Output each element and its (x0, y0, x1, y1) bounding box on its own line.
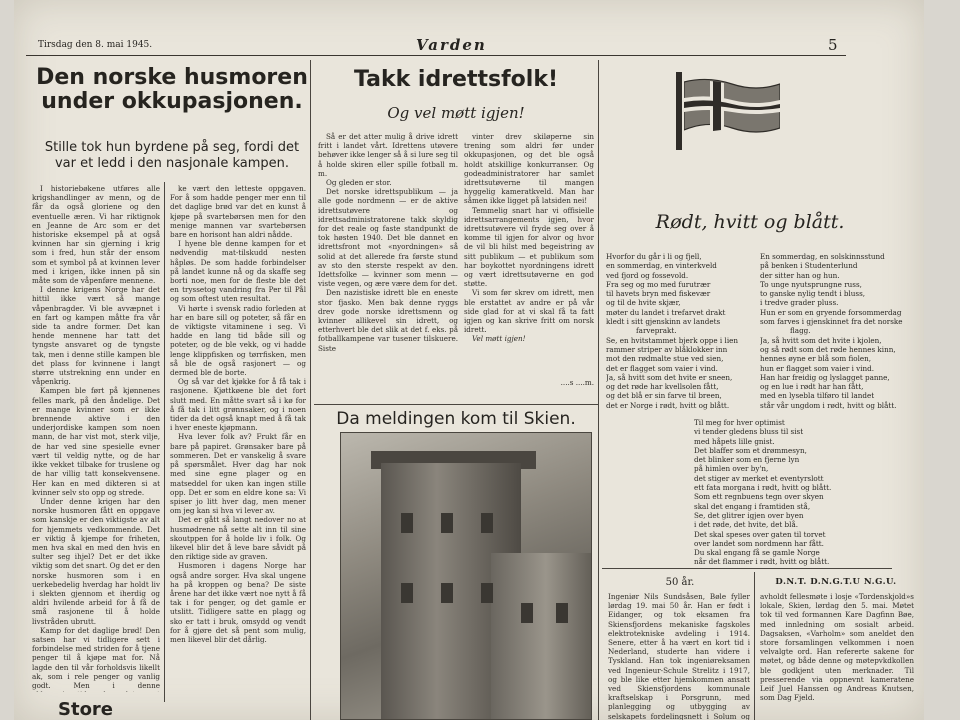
paragraph: Husmoren i dagens Norge har også andre sorger. Hva skal ungene ha på kroppen og bena? De siste årene har det ikke vært noe nytt å få tak i for penger, og det gamle er utslitt. Tidligere satte en plagg og sko er tatt i bruk, omsydd og vendt for å gjøre det så pent som mulig, men likevel blir det dårlig. (170, 561, 306, 644)
sports-news-text: avholdt fellesmøte i losje «Tordenskjold»s lokale, Skien, lørdag den 5. mai. Møtet tok til ved formannen Kare Dagfinn Bøe, med innledning om sosialt arbeid. Dagsaksen, «Varholm» som aneldet den store forsamlingen velkommen i noen velvalgte ord. Han refererte sakene for møtet, og både denne og møtepvkdkollen ble godkjent uten merknader. Til presserende via oppnevnt kameratene Leif Juel Hanssen og Andreas Knutsen, som Dag Fjeld. (760, 592, 914, 703)
poem-line: i det røde, det hvite, det blå. (694, 520, 799, 530)
next-article-headline: Store (58, 699, 114, 720)
poem-line: som farves i gjenskinnet fra det norske (760, 317, 903, 327)
poem-line: der sitter han og hun. (760, 270, 840, 280)
poem-line: på benken i Studenterlund (760, 261, 858, 271)
birthday-heading: 50 år. (665, 577, 695, 588)
article-1-column-2 (170, 184, 306, 704)
paragraph: Vi som før skrev om idrett, men ble erstattet av andre er på vår side glad for at vi skal få ta fatt igjen og kan skrive fritt om norsk idrett. (464, 288, 594, 335)
poem-line: med en lysebla tilføro til landet (760, 391, 875, 401)
paragraph: Den nazistiske idrett ble en eneste stor fjasko. Men bak denne ryggs drev gode norske idrettsmenn og kvinner allikevel sin idrett, og etterhvert ble det slik at det f. eks. på fotballkampene var tusener tilskuere. Siste (318, 288, 458, 353)
poem-line: kledt i sitt gjenskinn av landets (606, 317, 721, 327)
poem-line: Han har freidig og lyslagget panne, (760, 372, 890, 382)
poem-line: over landet som nordmenn har fått. (694, 538, 824, 548)
poem-line: to ganske nylig tendt i bluss, (760, 289, 866, 299)
article-2-headline: Takk idrettsfolk! (353, 67, 558, 92)
norwegian-flag-icon (684, 78, 780, 134)
poem-line: Til meg for hver optimist (694, 418, 785, 427)
poem-line: ett fata morgana i rødt, hvitt og blått. (694, 483, 832, 493)
column-rule (164, 182, 165, 702)
article-2-column-1 (318, 132, 458, 402)
article-2-signature: ....s ....m. (560, 378, 594, 387)
poem-line: og det røde har kvellsolen fått, (606, 382, 719, 392)
paragraph: Og gleden er stor. (326, 178, 392, 188)
paragraph: Og så var det kjøkke for å få tak i rasjonene. Kjøttkøene ble det fort slutt med. En måtte svart så i kø for å få tak i litt grønnsaker, og i noen tider da det også knapt med å få tak i hver eneste kjøpmann. (170, 377, 306, 433)
poem-line: og det blå er sin farve til breen, (606, 391, 722, 401)
poem-line: hennes øyne er blå som fiolen, (760, 354, 872, 364)
masthead (26, 36, 846, 56)
paragraph: Så er det atter mulig å drive idrett fritt i landet vårt. Idrettens utøvere behøver ikke lenger så å si lure seg til å holde skiren eller spille fotball m. m. (318, 132, 458, 178)
poem-line: og så rødt som det røde hennes kinn, (760, 344, 896, 354)
paragraph: vinter drev skiløperne sin trening som aldri før under okkupasjonen, og det ble også holdt atskillige konkurranser. Og godeadministratorer har samlet idrettsutøverne til mangen hyggelig kameratkveld. Man har såmen ikke ligget på latsiden nei! (464, 132, 594, 206)
poem-line: står vår ungdom i rødt, hvitt og blått. (760, 400, 897, 410)
poem-line: Du skal engang få se gamle Norge (694, 548, 820, 558)
poem-line: Fra seg og mo med furutrær (606, 279, 711, 289)
issue-date: Tirsdag den 8. mai 1945. (38, 40, 153, 50)
poem-line: ved fjord og fossevold. (606, 270, 689, 280)
poem-line: det blinker som en fjerne lyn (694, 455, 800, 465)
poem-line: rammer striper av blåklokker inn (606, 344, 728, 354)
column-rule (310, 60, 311, 720)
section-rule (314, 404, 598, 405)
paragraph: Kampen ble ført på kjønnenes felles mark, på den åndelige. Det er mange kvinner som er ikke brennende aktive i den underjordiske kampen som noen mann, de har vist mot, sterk vilje, de har ved sine spesielle evner vært til veldig nytte, og de har ikke vekket tilbake for truslene og de har villig tatt konsekvensene. Her kan en med dikteren si at kvinner selv sto opp og strede. (32, 386, 160, 497)
page-number: 5 (828, 36, 838, 54)
newspaper-title: Varden (416, 36, 487, 54)
paragraph: Det er gått så langt nedover no at husmødrene nå sette alt inn til sine skoutppen for å holde liv i folk. Og likevel blir det å leve bare såvidt på den riktige side av graven. (170, 515, 306, 562)
photo-window (401, 513, 413, 533)
poem-line: Det skal speses over gaten til torvet (694, 529, 826, 539)
article-1-subhead: Stille tok hun byrdene på seg, fordi det var et ledd i den nasjonale kampen. (44, 140, 300, 171)
photo-building (491, 553, 592, 720)
photo-window (556, 603, 568, 623)
paragraph: I historiebøkene utføres alle krigshandlinger av menn, og de får da også gloriene og den eventuelle æren. Vi har riktignok en Jeanne de Arc som er det historiske eksempel på at også kvinnen har sin gjerning i krig som i fred, hun står der ensom som et symbol på at kvinnen lever med i krigen, ikke innen på sin måte som de våpenføre mennene. (32, 184, 160, 286)
poem-line: når det flammer i rødt, hvitt og blått. (694, 557, 830, 566)
photo-window (401, 583, 413, 603)
poem-line: To unge nyutsprungne russ, (760, 279, 862, 289)
poem-title: Rødt, hvitt og blått. (655, 211, 845, 233)
poem-line: Det blaffer som et drømmesyn, (694, 445, 807, 455)
paragraph: Under denne krigen har den norske husmoren fått en oppgave som kanskje er den viktigste av alt for hjemmets vedkommende. Det er viktig å kjempe for friheten, men hva skal en med den hvis en sulter seg ihjel? Det er det ikke viktig som det snart. Og det er den norske husmoren som i en uerkebedelig hverdag har holdt liv i slekten gjennom et iherdig og aldri hvilende arbeid for å få de små rasjonene til å holde livstråden ubrutt. (32, 496, 160, 626)
paragraph: ke vært den letteste oppgaven. For å som hadde penger mer enn til det daglige brød var det en kunst å kjøpe på svartebørsen men for den menige mannen var svartebørsen bare en horisont han aldri nådde. (170, 184, 306, 240)
article-1-headline: Den norske husmoren under okkupasjonen. (36, 65, 308, 114)
poem-line: det er flagget som vaier i vind. (606, 363, 718, 373)
column-rule (598, 60, 599, 720)
paragraph: Det norske idrettspublikum — ja alle gode nordmenn — er de aktive idrettsutøvere og idrettsadministratorene takk skyldig for det reale og faste standpunkt de tok høsten 1940. Det ble dannet en idrettsfront mot «nyordningen» så solid at det allerede fra første stund av sto den sterste respekt av den. Idettsfolke — kvinner som menn — viste vegen, og ære være dem for det. (318, 187, 458, 289)
poem-line: hun er flagget som vaier i vind. (760, 363, 875, 373)
poem-line: det stiger av merket et eventyrslott (694, 473, 824, 483)
photo-window (521, 603, 533, 623)
paragraph: Kamp for det daglige brød! Den satsen har vi tidligere sett i forbindelse med striden for å tjene penger til å kjøpe mat for. Nå lagde den til vår forholdsvis likellt ak, som i rele penger og vanlig godt. Men i denne (32, 625, 160, 690)
photo-window (441, 513, 453, 533)
poem-line: Se, det glitrer igjen over byen (694, 510, 804, 520)
poem-line: i tredve grader pluss. (760, 298, 839, 308)
poem-line: Hun er som en gryende forsommerdag (760, 307, 902, 317)
photo-window (481, 513, 493, 533)
poem-line: og en lue i rødt har han fått, (760, 382, 864, 392)
paragraph: Hva lever folk av? Frukt får en bare på papiret. Grønsaker bare på sommeren. Det er vanskelig å svare på spørsmålet. Hver dag har nok med sine egne plager og en matseddel for uken kan ingen stille opp. Det er som en eldre kone sa: Vi spiser jo litt hver dag, men mener om jeg kan si hva vi lever av. (170, 432, 306, 516)
article-2-column-2 (464, 132, 594, 376)
poem-stanza-right (760, 252, 916, 412)
flag-pole (676, 72, 682, 150)
poem-line: møter du landet i trefarvet drakt (606, 307, 726, 317)
news-photo (340, 432, 592, 720)
poem-line: vi tender gledens bluss til sist (694, 427, 804, 437)
paragraph: I denne krigens Norge har det hittil ikke vært så mange våpenbragder. Vi ble avvæpnet i en fart og kampen måtte fra vår side ta andre former. Det kan hende mennene har tatt det tyngste ansvaret og de tyngste tak, men i denne stille kampen ble det plass for kvinnene i langt større utstrekning enn under en våpenkrig. (32, 285, 160, 387)
poem-line: til havets bryn med fiskevær (606, 289, 711, 299)
paragraph: I hyene ble denne kampen for et nødvendig mat-tilskudd nesten håpløs. De som hadde forbindelser på landet kunne nå og da skaffe seg borti noe, men for de fleste ble det en tryssetog vandring fra Per til Pål og som oftest uten resultat. (170, 239, 306, 304)
poem-line: farveprakt. (636, 326, 677, 336)
article-3-headline: Da meldingen kom til Skien. (336, 409, 576, 429)
sports-news-heading: D.N.T. D.N.G.T.U N.G.U. (775, 577, 897, 587)
poem-line: Se, en hvitstammet bjerk oppe i lien (606, 335, 739, 345)
flag-illustration (670, 72, 800, 162)
poem-stanza-center (694, 418, 894, 566)
poem-line: mot den rødmalte stue ved sien, (606, 354, 724, 364)
column-rule (754, 572, 755, 720)
article-2-subhead: Og vel møtt igjen! (387, 104, 525, 122)
poem-line: med håpets lille gnist. (694, 436, 775, 446)
paragraph: Vel møtt igjen! (472, 334, 526, 344)
poem-line: Ja, så hvitt som det hvite er sneen, (606, 372, 733, 382)
paragraph: Temmelig snart har vi offisielle idrettsarrangements igjen, hvor idrettsutøvere vil fryde seg over å komme til igjen for alvor og hvor de vil bli hilst med begeistring av sitt publikum — et publikum som har boykottet nyordningens idrett og vært idrettsutøverne en god støtte. (464, 205, 594, 289)
poem-line: En sommerdag, en solskinnsstund (760, 252, 885, 261)
poem-line: Som ett regnbuens tegn over skyen (694, 492, 824, 502)
photo-window (481, 583, 493, 603)
poem-line: på himlen over by'n, (694, 464, 769, 474)
birthday-text: Ingeniør Nils Sundsåsen, Bøle fyller lørdag 19. mai 50 år. Han er født i Eidanger, og tok eksamen fra Skiensfjordens mekaniske fagskoles elektrotekniske avdeling i 1914. Senere, etter å ha vært en kort tid i Nederland, studerte han videre i Tyskland. Han tok ingeniøreksamen ved Ingenieur-Schule Strelitz i 1917, og ble like etter hjemkommen ansatt ved Skiensfjordens kommunale kraftselskap i Porsgrunn, med planlegging og utbygging av selskapets fordelingsnett i Solum og (608, 592, 750, 720)
poem-line: Ja, så hvitt som det hvite i kjolen, (760, 335, 882, 345)
photo-window (441, 583, 453, 603)
poem-line: en sommerdag, en vinterkveld (606, 261, 717, 271)
newspaper-page (14, 0, 924, 720)
section-rule (602, 568, 892, 569)
poem-line: og til de hvite skjær, (606, 298, 681, 308)
poem-line: flagg. (790, 326, 811, 336)
article-1-column-1 (32, 184, 160, 692)
poem-line: skal det engang i framtiden stå, (694, 501, 811, 511)
poem-line: det er Norge i rødt, hvitt og blått. (606, 400, 730, 410)
poem-stanza-left (606, 252, 758, 412)
poem-line: Hvorfor du går i li og fjell, (606, 252, 702, 261)
paragraph: Vi hørte i svensk radio forleden at har en bare sill og poteter, så får en de viktigste vitaminene i seg. Vi hadde en lang tid både sill og poteter, og de ble vekk, og vi hadde lenge klippfisken og tørrfisken, men så ble de også rasjonert — og dermed ble de borte. (170, 303, 306, 378)
